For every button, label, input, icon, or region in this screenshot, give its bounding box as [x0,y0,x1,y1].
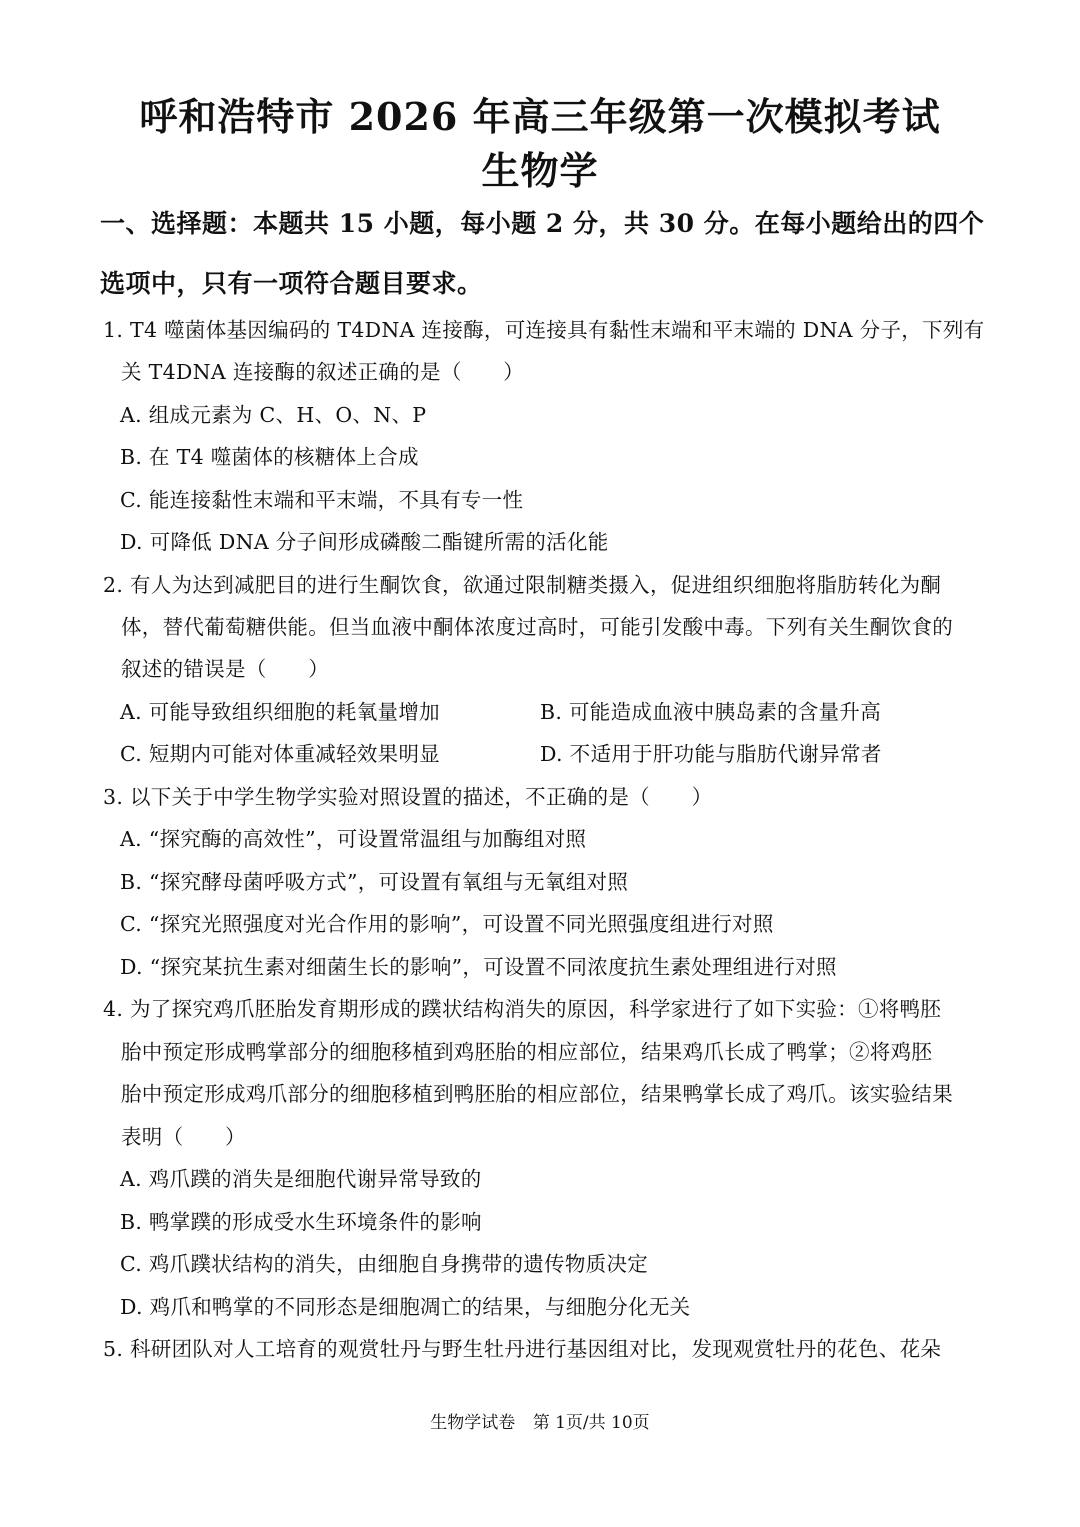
page-footer [0,1408,1080,1433]
question-4-stem-cont2: 胎中预定形成鸡爪部分的细胞移植到鸭胚胎的相应部位，结果鸭掌长成了鸡爪。该实验结果 [121,1082,953,1106]
question-5-stem: 5. 科研团队对人工培育的观赏牡丹与野生牡丹进行基因组对比，发现观赏牡丹的花色、花朵 [103,1337,942,1361]
question-3-stem: 3. 以下关于中学生物学实验对照设置的描述，不正确的是（ ） [103,785,713,809]
question-2-stem: 2. 有人为达到减肥目的进行生酮饮食，欲通过限制糖类摄入，促进组织细胞将脂肪转化为酮 [103,573,942,597]
question-4-option-c: C. 鸡爪蹼状结构的消失，由细胞自身携带的遗传物质决定 [120,1252,649,1276]
subject-title: 生物学 [481,148,599,193]
question-2-option-c: C. 短期内可能对体重减轻效果明显 [120,742,441,766]
footer-page-number: 第 1页/共 10页 [532,1413,650,1433]
question-2-option-d: D. 不适用于肝功能与脂肪代谢异常者 [540,742,882,766]
exam-title: 呼和浩特市 2026 年高三年级第一次模拟考试 [139,94,941,139]
question-4-option-a: A. 鸡爪蹼的消失是细胞代谢异常导致的 [120,1167,482,1191]
question-4-stem-cont3: 表明（ ） [121,1125,246,1149]
section-heading: 一、选择题：本题共 15 小题，每小题 2 分，共 30 分。在每小题给出的四个选项中，只有一项符合题目要求。 [100,209,985,298]
question-4-stem: 4. 为了探究鸡爪胚胎发育期形成的蹼状结构消失的原因，科学家进行了如下实验：①将鸭胚 [103,997,942,1021]
question-3-option-d: D. “探究某抗生素对细菌生长的影响”，可设置不同浓度抗生素处理组进行对照 [120,955,837,979]
question-4-stem-cont: 胎中预定形成鸭掌部分的细胞移植到鸡胚胎的相应部位，结果鸡爪长成了鸭掌；②将鸡胚 [121,1040,933,1064]
question-1-stem-cont: 关 T4DNA 连接酶的叙述正确的是（ ） [121,360,525,384]
question-3-option-a: A. “探究酶的高效性”，可设置常温组与加酶组对照 [120,827,587,851]
question-3-option-c: C. “探究光照强度对光合作用的影响”，可设置不同光照强度组进行对照 [120,912,774,936]
question-1-option-b: B. 在 T4 噬菌体的核糖体上合成 [120,445,419,469]
question-4-option-d: D. 鸡爪和鸭掌的不同形态是细胞凋亡的结果，与细胞分化无关 [120,1295,691,1319]
question-2-option-a: A. 可能导致组织细胞的耗氧量增加 [120,700,440,724]
question-3-option-b: B. “探究酵母菌呼吸方式”，可设置有氧组与无氧组对照 [120,870,629,894]
question-4-option-b: B. 鸭掌蹼的形成受水生环境条件的影响 [120,1210,482,1234]
question-2-option-b: B. 可能造成血液中胰岛素的含量升高 [540,700,881,724]
question-2-stem-cont: 体，替代葡萄糖供能。但当血液中酮体浓度过高时，可能引发酸中毒。下列有关生酮饮食的 [121,615,953,639]
question-2-stem-cont2: 叙述的错误是（ ） [121,657,329,681]
question-1-option-c: C. 能连接黏性末端和平末端，不具有专一性 [120,488,524,512]
question-1-option-a: A. 组成元素为 C、H、O、N、P [120,403,427,427]
footer-subject: 生物学试卷 [430,1413,516,1433]
question-1-option-d: D. 可降低 DNA 分子间形成磷酸二酯键所需的活化能 [120,530,609,554]
question-1-stem: 1. T4 噬菌体基因编码的 T4DNA 连接酶，可连接具有黏性末端和平末端的 DNA 分子，下列有 [103,318,985,342]
